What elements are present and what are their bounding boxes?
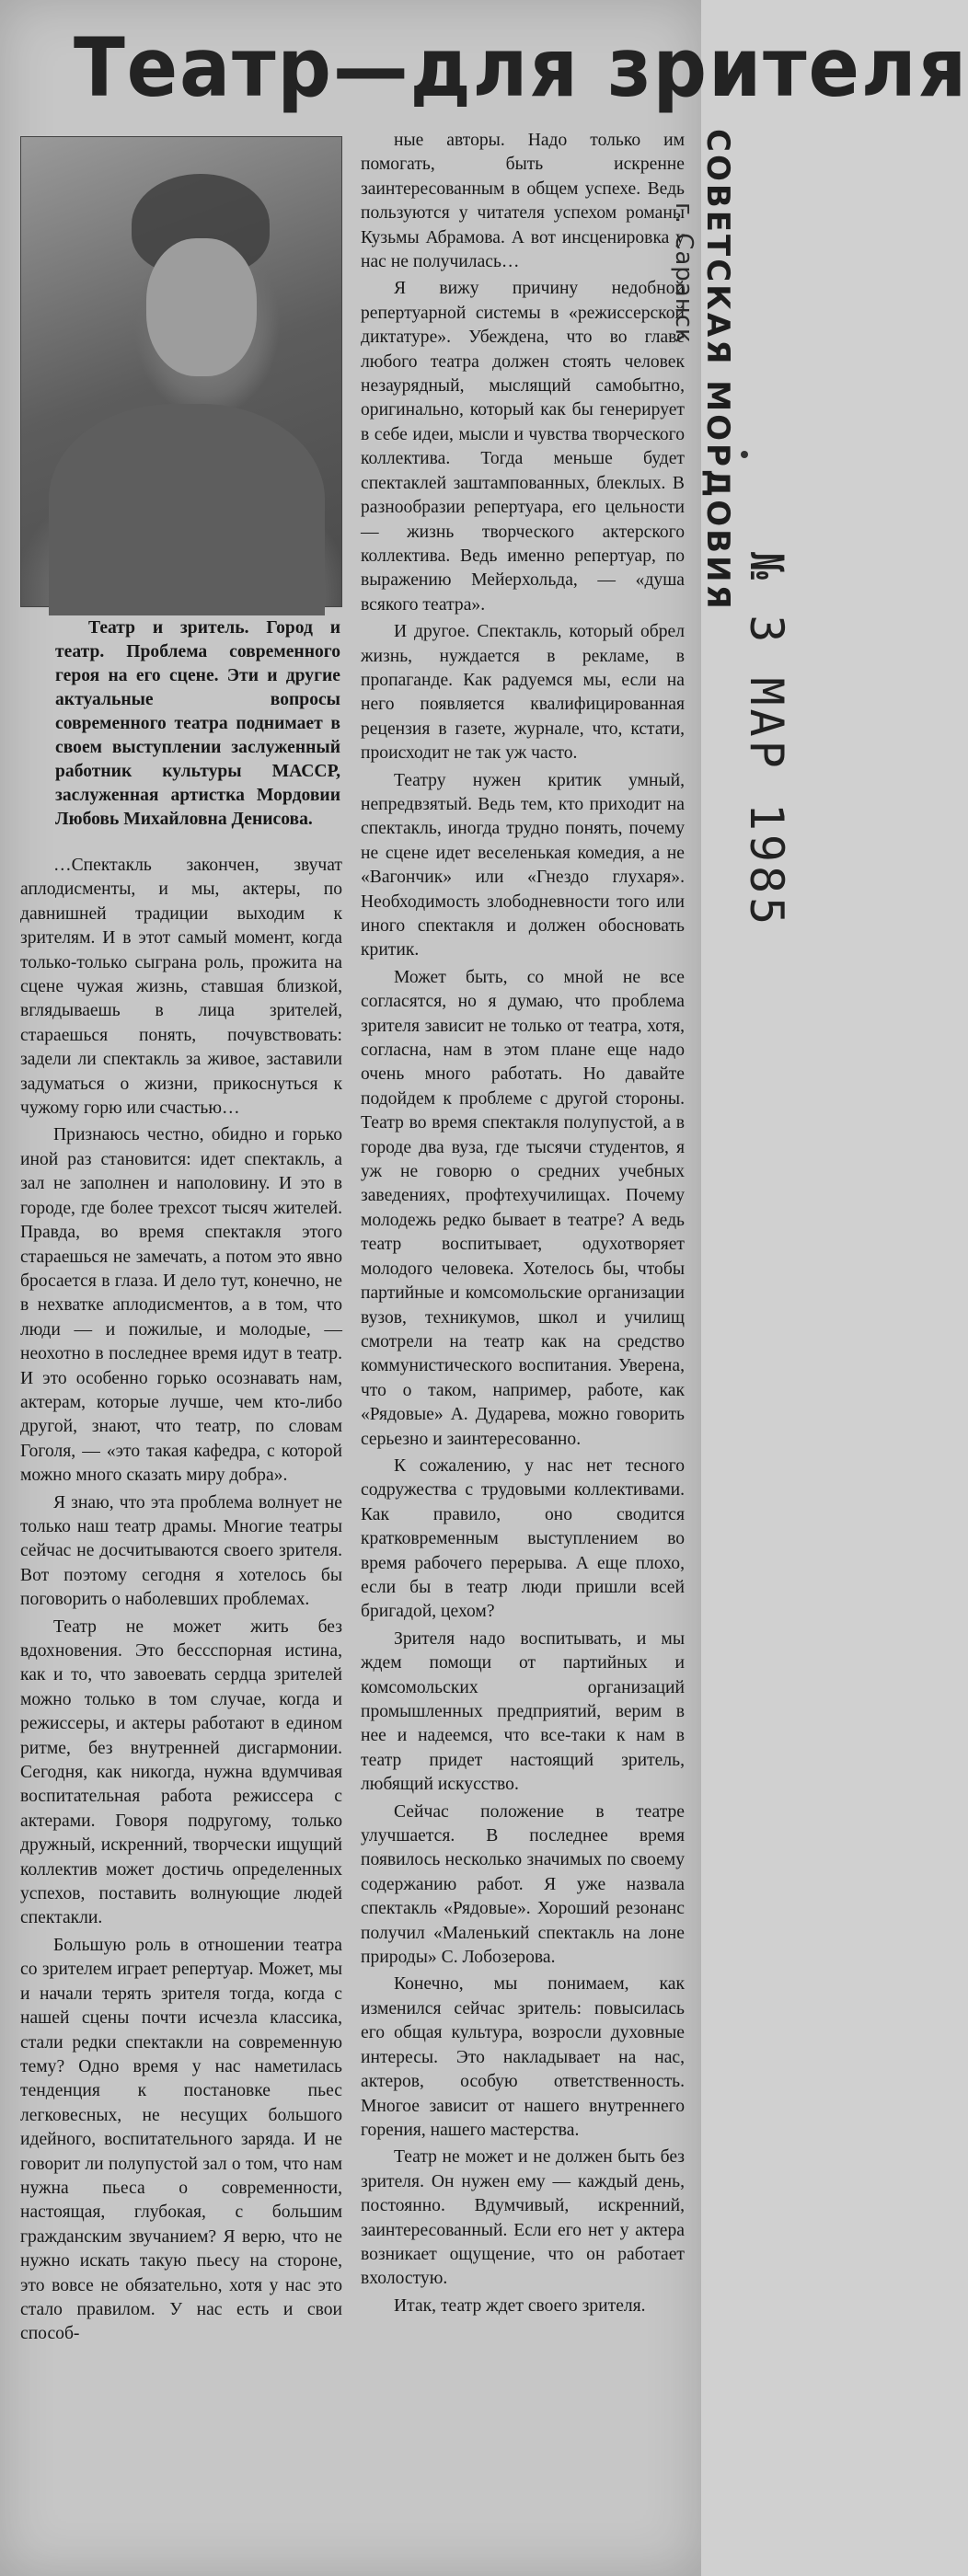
portrait-shoulders <box>49 404 325 615</box>
article-headline: Театр—для зрителя <box>74 20 968 115</box>
stamp-publication-name: СОВЕТСКАЯ МОРДОВИЯ <box>699 129 736 612</box>
article-paragraph: Театр не может и не должен быть без зрителя. Он нужен ему — каждый день, постоянно. Вдумчивый, искренний, заинтересованный. Если его нет у актера возникает ощущение, что он работает вхолостую. <box>361 2147 685 2289</box>
stamp-city: г. Саранск <box>670 202 697 344</box>
article-paragraph: Может быть, со мной не все согласятся, но я думаю, что проблема зрителя зависит не только от театра, хотя, согласна, нам в этом плане еще надо очень много работать. Но давайте подойдем к проблеме с другой стороны. Театр во время спектакля полупустой, а в городе два вуза, где тысячи студентов, я уж не говорю о средних учебных заведениях, профтехучилищах. Почему молодежь редко бывает в театре? А ведь театр воспитывает, одухотворяет молодого человека. Хотелось бы, чтобы партийные и комсомольские организации вузов, техникумов, школ и училищ смотрели на театр как на средство коммунистического воспитания. Уверена, что о таком, например, работе, как «Рядовые» А. Дударева, можно говорить серьезно и заинтересованно. <box>361 967 685 1449</box>
article-column-right <box>361 129 685 2318</box>
article-paragraph: Признаюсь честно, обидно и горько иной раз становится: идет спектакль, а зал не заполнен и наполовину. И это в городе, где более трехсот тысяч жителей. Правда, во время спектакля этого стараешься не замечать, а потом это явно бросается в глаза. И дело тут, конечно, не в нехватке аплодисментов, а в том, что люди — и пожилые, и молодые, — неохотно в последнее время идут в театр. И это особенно горько осознавать нам, актерам, которые лучше, чем кто-либо другой, знают, что театр, по словам Гоголя, — «это такая кафедра, с которой можно много сказать миру добра». <box>20 1125 342 1486</box>
article-paragraph: К сожалению, у нас нет тесного содружества с трудовыми коллективами. Как правило, оно сводится кратковременным выступлением во время рабочего перерыва. А еще плохо, если бы в театр люди пришли всей бригадой, цехом? <box>361 1455 685 1622</box>
article-lead <box>55 616 340 832</box>
portrait-face <box>146 238 257 376</box>
article-closing-line: Итак, театр ждет своего зрителя. <box>394 2295 646 2316</box>
lead-paragraph: Театр и зритель. Город и театр. Проблема современного героя на его сцене. Эти и другие актуальные вопросы современного театра поднимает в своем выступлении заслуженный работник культуры МАССР, заслуженная артистка Мордовии Любовь Михайловна Денисова. <box>55 618 340 829</box>
article-paragraph: Конечно, мы понимаем, как изменился сейчас зритель: повысилась его общая культура, возросли духовные интересы. Это накладывает на нас, актеров, особую ответственность. Многое зависит от нашего внутреннего горения, нашего мастерства. <box>361 1974 685 2140</box>
stamp-dot <box>741 451 748 458</box>
article-paragraph: ные авторы. Надо только им помогать, быть искренне заинтересованным в общем успехе. Ведь пользуются у читателя успехом романы Кузьмы Абрамова. А вот инсценировка у нас не получилась… <box>361 131 685 272</box>
article-paragraph: …Спектакль закончен, звучат аплодисменты, и мы, актеры, по давнишней традиции выходим к зрителям. И в этот самый момент, когда только-только сыграна роль, прожита на сцене чужая жизнь, ставшая близкой, вглядываешь в лица зрителей, стараешься понять, почувствовать: задели ли спектакль за живое, заставили задуматься о жизни, прикоснуться к чужому горю или счастью… <box>20 856 342 1119</box>
article-paragraph: Театр не может жить без вдохновения. Это бессспорная истина, как и то, что завоевать сердца зрителей можно только в том случае, когда и режиссеры, и актеры работают в едином ритме, без внутренней дисгармонии. Сегодня, как никогда, нужна вдумчивая воспитательная работа режиссера с актерами. Говоря подругому, только дружный, искренний, творчески ищущий коллектив может достичь определенных успехов, поставить волнующие людей спектакли. <box>20 1616 342 1928</box>
article-paragraph: Я вижу причину недобной репертуарной системы в «режиссерской диктатуре». Убеждена, что во главе любого театра должен стоять человек незаурядный, мыслящий самобытно, оригинально, который как бы генерирует в себе идеи, мысли и чувства творческого коллектива. Тогда меньше будет спектаклей заштампованных, блеклых. В разнообразии репертуара, его цельности — жизнь творческого актерского коллектива. Ведь именно репертуар, по выражению Мейерхольда, — «душа всякого театра». <box>361 279 685 615</box>
stamp-date: № 3 МАР 1985 <box>740 552 793 929</box>
article-paragraph: Театру нужен критик умный, непредвзятый. Ведь тем, кто приходит на спектакль, иногда трудно понять, почему не сцене идет веселенькая комедия, а не «Вагончик» или «Гнездо глухаря». Необходимость злободневности того или иного спектакля и должен обосновать критик. <box>361 770 685 960</box>
article-paragraph: Зрителя надо воспитывать, и мы ждем помощи от партийных и комсомольских организаций промышленных предприятий, верим в нее и надеемся, что все-таки к нам в театр придет настоящий зритель, любящий искусство. <box>361 1628 685 1795</box>
article-paragraph: И другое. Спектакль, который обрел жизнь, нуждается в рекламе, в пропаганде. Как радуемся мы, если на него появляется квалифицированная рецензия в газете, журнале, что, кстати, происходит не так уж часто. <box>361 622 685 764</box>
article-paragraph: Я знаю, что эта проблема волнует не только наш театр драмы. Многие театры сейчас не досчитываются своего зрителя. Вот поэтому сегодня я хотелось бы поговорить о наболевших проблемах. <box>20 1492 342 1610</box>
article-paragraph: Большую роль в отношении театра со зрителем играет репертуар. Может, мы и начали терять зрителя тогда, когда с нашей сцены почти исчезла классика, стали редки спектакли на современную тему? Одно время у нас наметилась тенденция к постановке пьес легковесных, не несущих большого идейного, воспитательного заряда. И не говорит ли полупустой зал о том, что нам нужна пьеса о современности, настоящая, глубокая, с большим гражданским звучанием? Я верю, что не нужно искать такую пьесу на стороне, это вовсе не обязательно, хотя у нас это стало правилом. У нас есть и свои способ- <box>20 1935 342 2344</box>
article-paragraph: Сейчас положение в театре улучшается. В последнее время появилось несколько значимых по своему содержанию работ. Я уже назвала спектакль «Рядовые». Хороший резонанс получил «Маленький спектакль на лоне природы» С. Лобозерова. <box>361 1801 685 1968</box>
article-column-left <box>20 854 342 2347</box>
author-portrait-photo <box>20 136 342 607</box>
